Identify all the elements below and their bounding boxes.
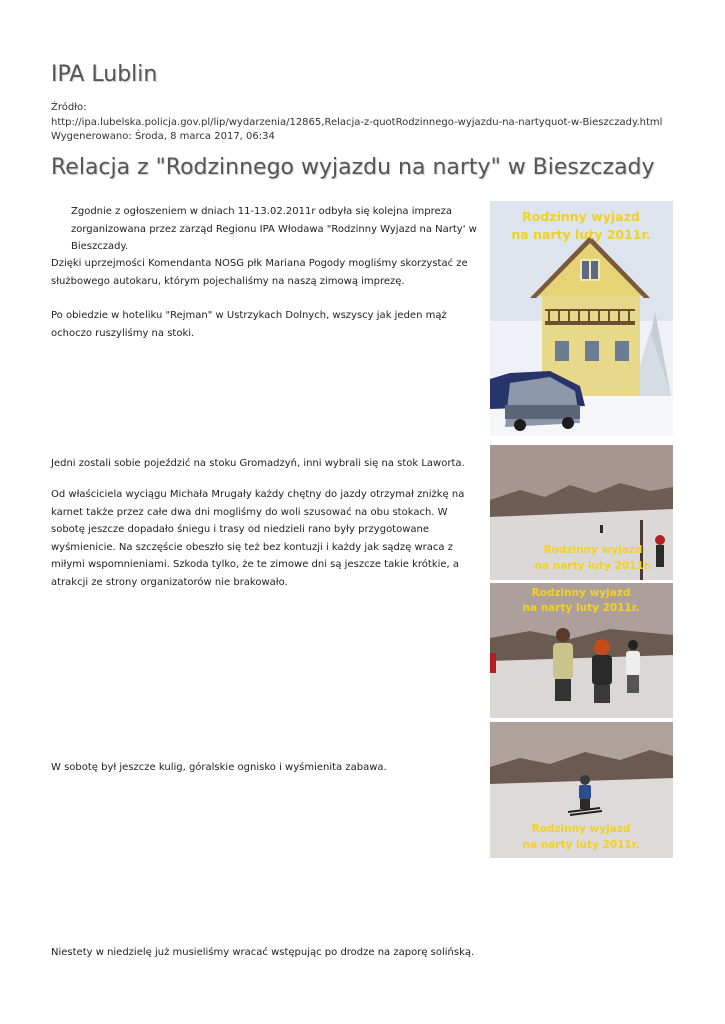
photo-caption-line2: na narty luty 2011r. bbox=[522, 839, 640, 851]
paragraph-lunch: Po obiedzie w hoteliku "Rejman" w Ustrzykach Dolnych, wszyscy jak jeden mąż ochoczo ruszyliśmy na stoki. bbox=[51, 310, 447, 339]
source-label: Źródło: bbox=[51, 102, 87, 113]
article-title: Relacja z "Rodzinnego wyjazdu na narty" w Bieszczady bbox=[51, 155, 655, 180]
site-title: IPA Lublin bbox=[51, 62, 158, 87]
document-meta bbox=[51, 101, 662, 145]
source-url[interactable]: http://ipa.lubelska.policja.gov.pl/lip/wydarzenia/12865,Relacja-z-quotRodzinnego-wyjazdu-na-nartyquot-w-Bieszczady.html bbox=[51, 116, 663, 128]
paragraph-slopes: Jedni zostali sobie pojeździć na stoku Gromadzyń, inni wybrali się na stok Laworta. bbox=[51, 458, 465, 469]
photo-caption-line1: Rodzinny wyjazd bbox=[543, 544, 643, 556]
paragraph-lift: Od właściciela wyciągu Michała Mrugały każdy chętny do jazdy otrzymał zniżkę na karnet także przez całe dwa dni mogliśmy do woli szusować na obu stokach. W sobotę jeszcze dopadało śniegu i trasy od niedzieli rano były przygotowane wyśmienicie. Na szczęście obeszło się też bez kontuzji i każdy jak sądzę wraca z miłymi wspomnieniami. Szkoda tylko, że te zimowe dni są jeszcze takie krótkie, a atrakcji ze strony organizatorów nie brakowało. bbox=[51, 489, 465, 588]
photo-guesthouse bbox=[490, 201, 673, 436]
photo-caption-line1: Rodzinny wyjazd bbox=[531, 587, 631, 599]
paragraph-intro: Zgodnie z ogłoszeniem w dniach 11-13.02.2011r odbyła się kolejna impreza zorganizowana przez zarząd Regionu IPA Włodawa "Rodzinny Wyjazd na Narty' w Bieszczady. bbox=[71, 206, 477, 252]
photo-skier bbox=[490, 722, 673, 858]
photo-caption-line2: na narty luty 2011r. bbox=[534, 560, 652, 572]
paragraph-bus: Dzięki uprzejmości Komendanta NOSG płk Mariana Pogody mogliśmy skorzystać ze służbowego autokaru, którym pojechaliśmy na naszą zimową imprezę. bbox=[51, 258, 468, 287]
photo-caption-line2: na narty luty 2011r. bbox=[511, 227, 651, 242]
paragraph-return: Niestety w niedzielę już musieliśmy wracać wstępując po drodze na zaporę solińską. bbox=[51, 947, 475, 958]
photo-family bbox=[490, 583, 673, 718]
photo-caption-line1: Rodzinny wyjazd bbox=[522, 209, 640, 224]
generated-timestamp: Wygenerowano: Środa, 8 marca 2017, 06:34 bbox=[51, 131, 275, 142]
photo-caption-line1: Rodzinny wyjazd bbox=[531, 823, 631, 835]
paragraph-sleigh: W sobotę był jeszcze kulig, góralskie ognisko i wyśmienita zabawa. bbox=[51, 762, 387, 773]
photo-caption-line2: na narty luty 2011r. bbox=[522, 602, 640, 614]
photo-ski-slope bbox=[490, 445, 673, 580]
